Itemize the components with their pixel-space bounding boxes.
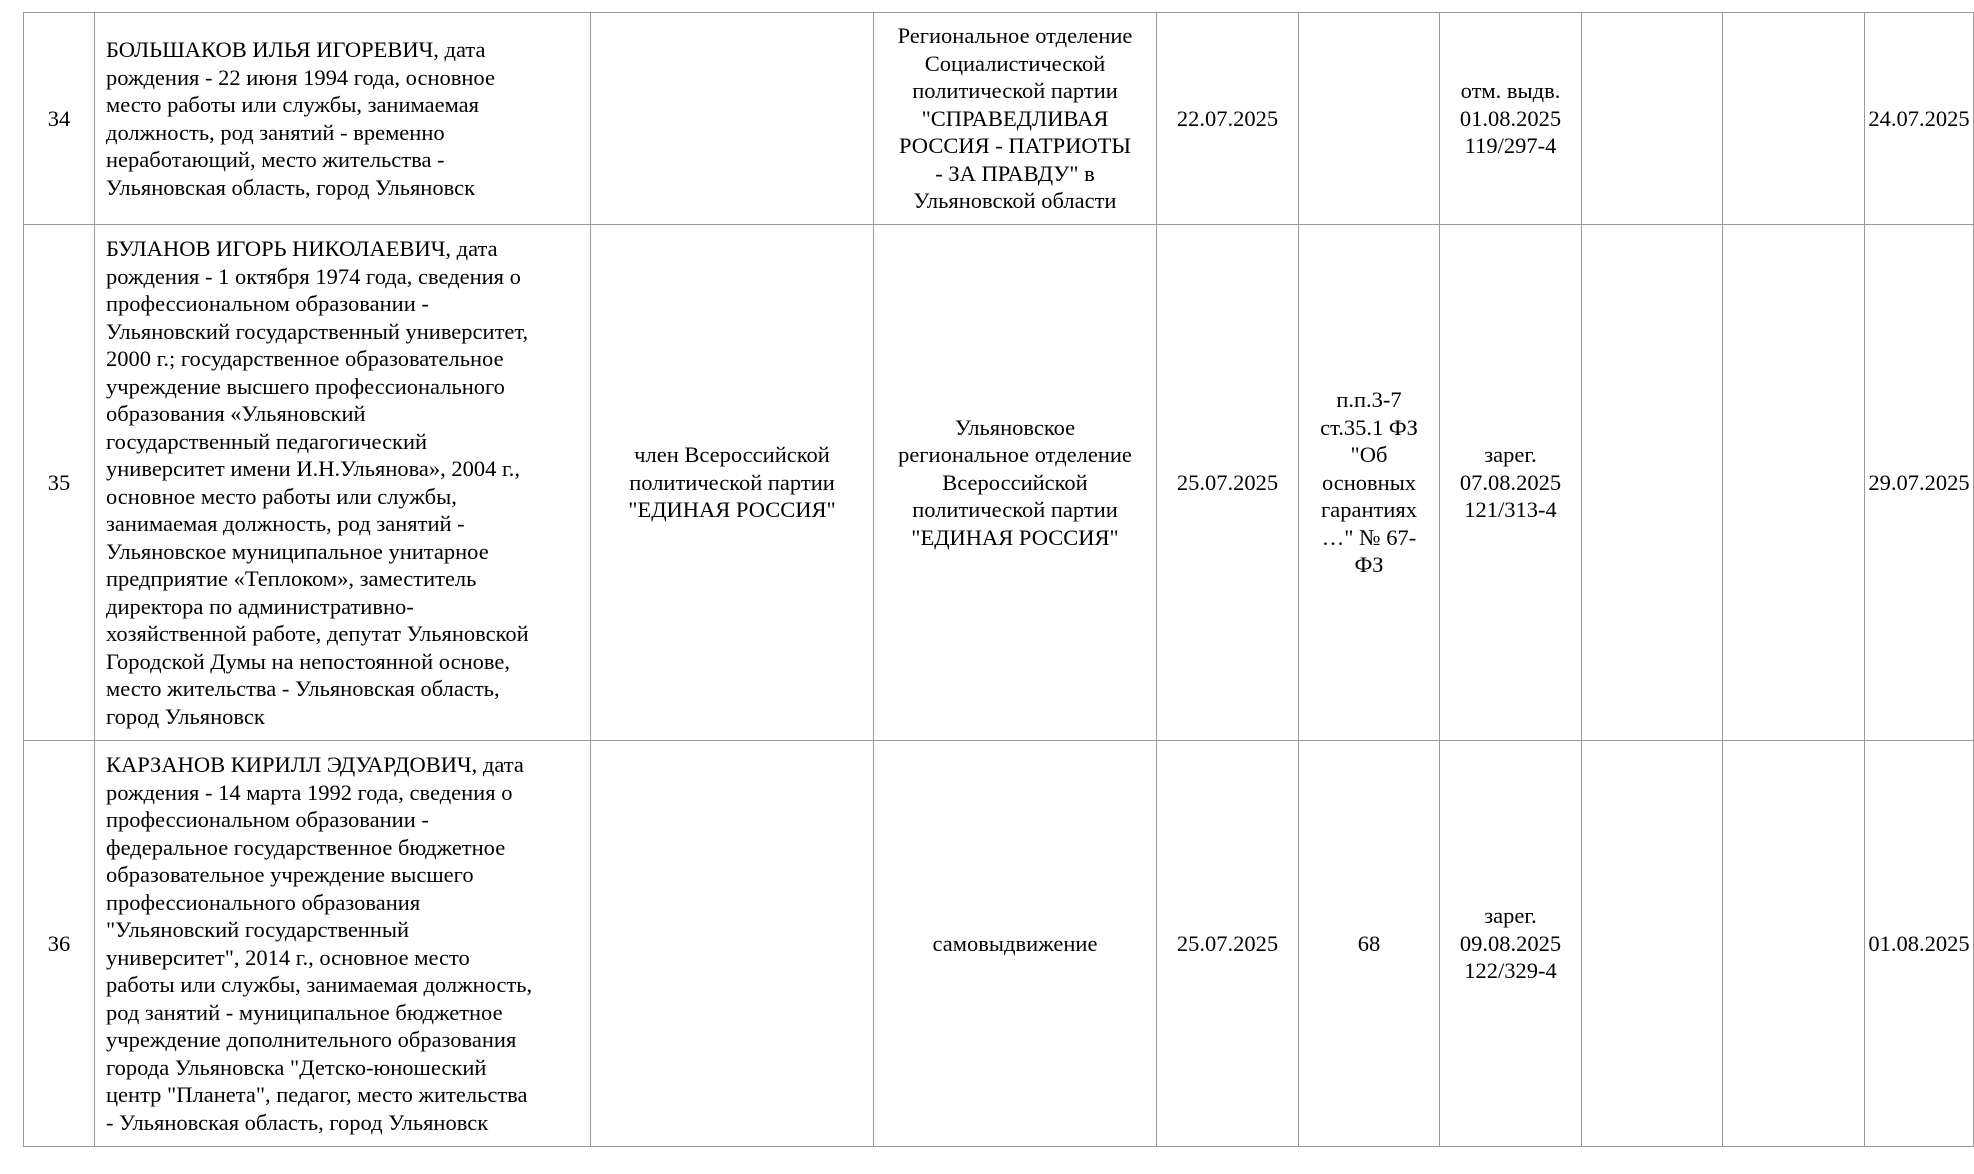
candidate-info-cell-line: профессиональном образовании - [106, 291, 429, 316]
candidate-info-cell-line: КАРЗАНОВ КИРИЛЛ ЭДУАРДОВИЧ, дата [106, 752, 524, 777]
party-membership-cell-line: "ЕДИНАЯ РОССИЯ" [628, 497, 836, 523]
decision-cell-line: 01.08.2025 [1459, 105, 1562, 131]
row-number-cell: 36 [24, 741, 95, 1147]
nominated-by-cell-line: Социалистической [924, 50, 1106, 76]
nominated-by-cell-line: "ЕДИНАЯ РОССИЯ" [911, 524, 1119, 550]
candidate-info-cell-line: БУЛАНОВ ИГОРЬ НИКОЛАЕВИЧ, дата [106, 236, 498, 261]
party-membership-cell [591, 225, 874, 741]
empty-cell [1582, 225, 1723, 741]
nominated-by-cell-line: политической партии [912, 78, 1118, 104]
candidate-info-cell-line: профессионального образования [106, 889, 421, 915]
nominated-by-cell-line: самовыдвижение [932, 930, 1098, 956]
decision-cell-line: зарег. [1484, 442, 1537, 468]
decision-cell-line: 119/297-4 [1464, 133, 1557, 159]
table-row [24, 741, 1974, 1147]
nominated-by-cell-line: Всероссийской [942, 469, 1088, 495]
empty-cell [1723, 741, 1865, 1147]
candidate-info-cell-line: 2000 г.; государственное образовательное [106, 346, 504, 371]
decision-cell-line: 09.08.2025 [1459, 930, 1562, 956]
candidate-info-cell-line: неработающий, место жительства - [106, 147, 445, 172]
candidate-info-cell-line: учреждение дополнительного образования [106, 1027, 517, 1052]
grounds-cell-line: …" № 67- [1321, 524, 1417, 550]
decision-cell [1440, 225, 1582, 741]
candidate-info-cell-line: город Ульяновск [106, 703, 265, 729]
table-row [24, 13, 1974, 225]
candidate-info-cell-line: место жительства - Ульяновская область, [106, 676, 500, 701]
decision-cell [1440, 13, 1582, 225]
candidate-info-cell-line: Городской Думы на непостоянной основе, [106, 648, 510, 674]
nominated-by-cell-line: Региональное отделение [897, 23, 1133, 49]
submission-date-cell: 25.07.2025 [1157, 225, 1299, 741]
decision-cell-line: отм. выдв. [1460, 78, 1561, 104]
candidate-info-cell-line: учреждение высшего профессионального [106, 373, 505, 399]
empty-cell [1723, 13, 1865, 225]
candidate-info-cell-line: директора по административно- [106, 593, 414, 619]
candidate-info-cell-line: образовательное учреждение высшего [106, 862, 474, 887]
candidate-info-cell-line: рождения - 22 июня 1994 года, основное [106, 64, 495, 90]
candidate-info-cell-line: - Ульяновская область, город Ульяновск [106, 1109, 489, 1135]
grounds-cell-line: основных [1321, 469, 1417, 495]
candidate-info-cell-line: место работы или службы, занимаемая [106, 92, 479, 117]
grounds-cell-line: ст.35.1 ФЗ [1320, 414, 1418, 440]
candidate-info-cell-line: Ульяновская область, город Ульяновск [106, 174, 476, 200]
candidate-info-cell-line: БОЛЬШАКОВ ИЛЬЯ ИГОРЕВИЧ, дата [106, 37, 486, 62]
party-membership-cell [591, 741, 874, 1147]
last-date-cell: 29.07.2025 [1865, 225, 1974, 741]
empty-cell [1582, 741, 1723, 1147]
nominated-by-cell [874, 13, 1157, 225]
decision-cell [1440, 741, 1582, 1147]
decision-cell-line: зарег. [1484, 903, 1537, 929]
last-date-cell: 01.08.2025 [1865, 741, 1974, 1147]
row-number-cell: 35 [24, 225, 95, 741]
candidate-info-cell-line: "Ульяновский государственный [106, 917, 410, 942]
decision-cell-line: 121/313-4 [1464, 497, 1557, 523]
empty-cell [1723, 225, 1865, 741]
nominated-by-cell-line: - ЗА ПРАВДУ" в [935, 160, 1095, 186]
nominated-by-cell [874, 741, 1157, 1147]
candidate-info-cell-line: род занятий - муниципальное бюджетное [106, 999, 503, 1025]
table-body [24, 13, 1974, 1147]
party-membership-cell-line: член Всероссийской [634, 442, 830, 468]
nominated-by-cell-line: Ульяновской области [913, 188, 1117, 214]
candidate-info-cell-line: образования «Ульяновский [106, 401, 366, 426]
submission-date-cell: 22.07.2025 [1157, 13, 1299, 225]
row-number-cell: 34 [24, 13, 95, 225]
candidate-info-cell-line: работы или службы, занимаемая должность, [106, 972, 533, 997]
nominated-by-cell-line: региональное отделение [898, 442, 1132, 468]
grounds-cell-line: ФЗ [1354, 552, 1384, 578]
empty-cell [1582, 13, 1723, 225]
candidate-info-cell-line: занимаемая должность, род занятий - [106, 511, 465, 536]
decision-cell-line: 122/329-4 [1464, 958, 1557, 984]
decision-cell-line: 07.08.2025 [1459, 469, 1562, 495]
grounds-cell [1299, 225, 1440, 741]
nominated-by-cell-line: политической партии [912, 497, 1118, 523]
candidate-info-cell-line: рождения - 14 марта 1992 года, сведения о [106, 779, 513, 805]
table-row [24, 225, 1974, 741]
candidate-info-cell-line: государственный педагогический [106, 428, 428, 454]
candidate-info-cell-line: основное место работы или службы, [106, 483, 457, 509]
candidate-info-cell-line: города Ульяновска "Детско-юношеский [106, 1054, 487, 1080]
party-membership-cell [591, 13, 874, 225]
candidate-info-cell-line: хозяйственной работе, депутат Ульяновской [106, 621, 529, 646]
nominated-by-cell-line: Ульяновское [954, 414, 1076, 440]
candidate-info-cell-line: Ульяновское муниципальное унитарное [106, 538, 489, 564]
last-date-cell: 24.07.2025 [1865, 13, 1974, 225]
candidate-info-cell-line: Ульяновский государственный университет, [106, 318, 529, 344]
submission-date-cell: 25.07.2025 [1157, 741, 1299, 1147]
candidate-info-cell [95, 741, 591, 1147]
nominated-by-cell-line: "СПРАВЕДЛИВАЯ [921, 105, 1109, 131]
candidate-info-cell-line: должность, род занятий - временно [106, 119, 445, 145]
grounds-cell-line: п.п.3-7 [1336, 387, 1402, 413]
candidate-info-cell-line: предприятие «Теплоком», заместитель [106, 566, 477, 591]
candidate-info-cell-line: центр "Планета", педагог, место жительства [106, 1082, 528, 1107]
grounds-cell [1299, 741, 1440, 1147]
candidate-info-cell-line: университет", 2014 г., основное место [106, 944, 470, 970]
candidate-info-cell-line: профессиональном образовании - [106, 807, 429, 832]
candidate-info-cell [95, 225, 591, 741]
party-membership-cell-line: политической партии [629, 469, 835, 495]
grounds-cell-line: 68 [1357, 930, 1381, 956]
grounds-cell-line: "Об [1350, 442, 1388, 468]
nominated-by-cell-line: РОССИЯ - ПАТРИОТЫ [899, 133, 1131, 159]
candidate-info-cell-line: федеральное государственное бюджетное [106, 834, 506, 860]
grounds-cell [1299, 13, 1440, 225]
candidate-info-cell-line: рождения - 1 октября 1974 года, сведения о [106, 263, 521, 289]
grounds-cell-line: гарантиях [1321, 497, 1417, 523]
nominated-by-cell [874, 225, 1157, 741]
candidates-table [23, 12, 1974, 1147]
candidate-info-cell [95, 13, 591, 225]
candidate-info-cell-line: университет имени И.Н.Ульянова», 2004 г., [106, 456, 520, 481]
